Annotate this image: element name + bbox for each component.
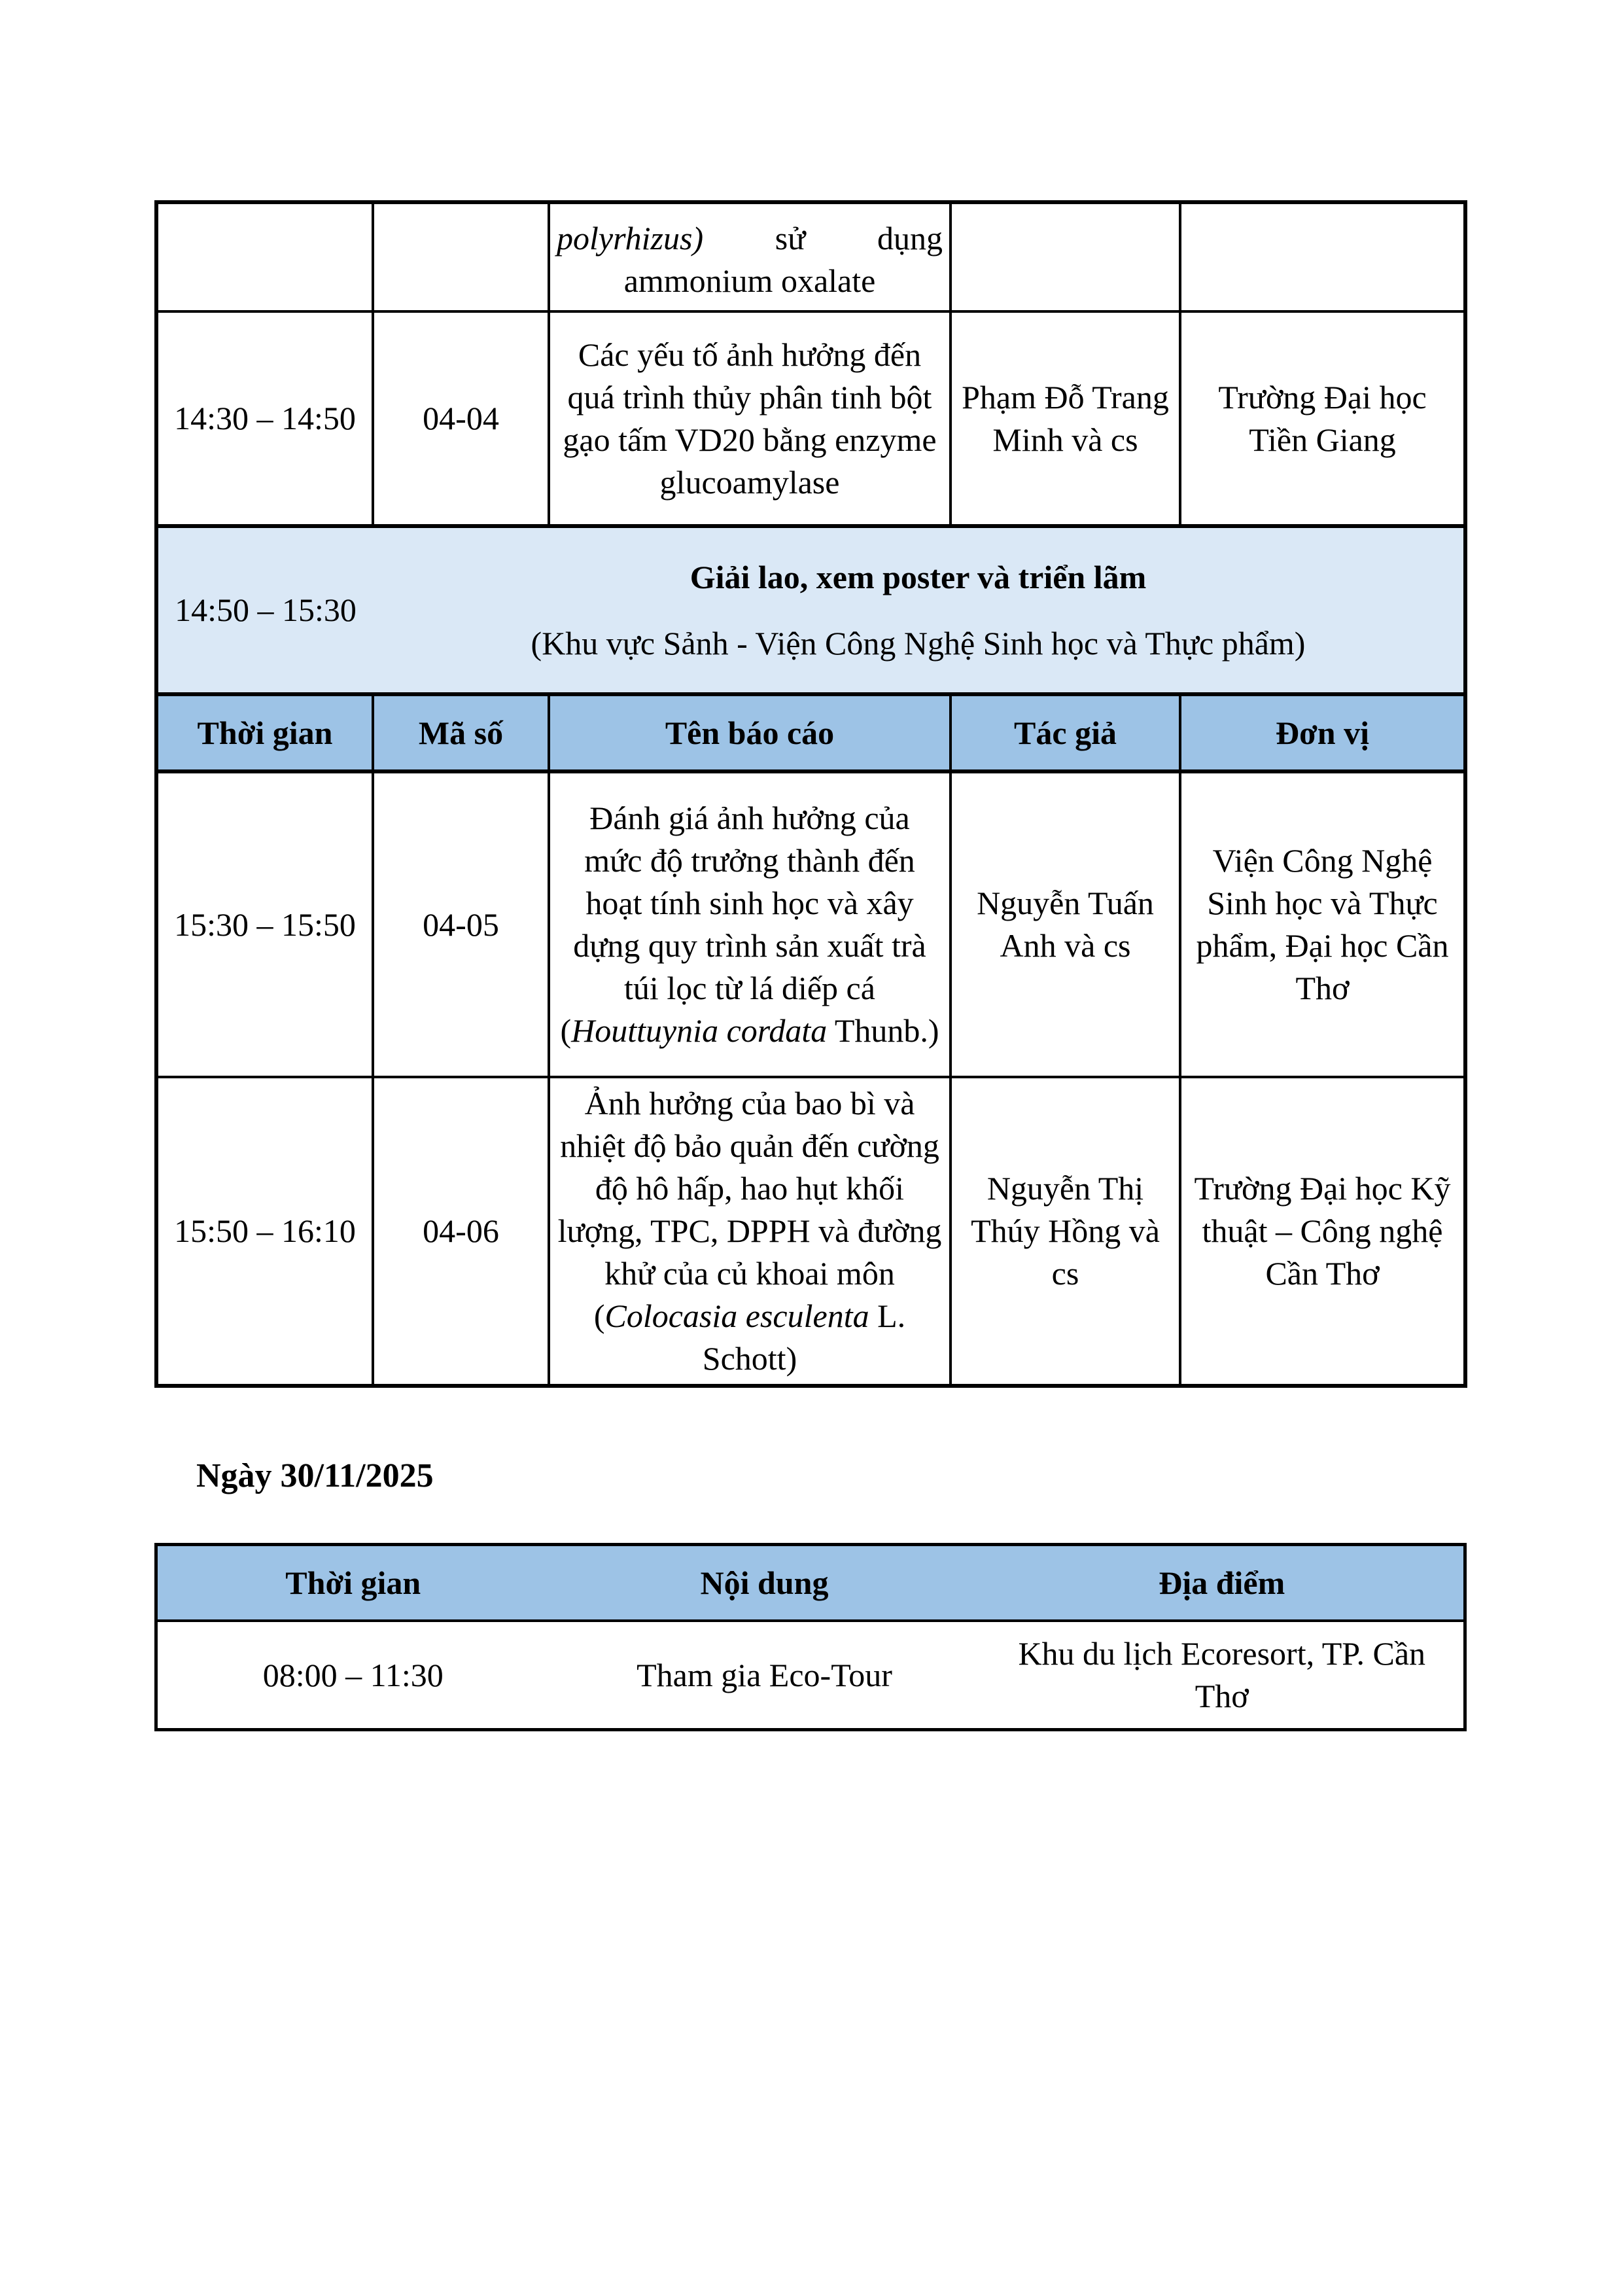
code-cell: 04-05	[373, 771, 549, 1077]
table-row-continuation	[156, 202, 1465, 311]
content-cell: Tham gia Eco-Tour	[637, 1656, 892, 1693]
author-cell	[951, 202, 1180, 311]
table-header-row	[156, 694, 1465, 771]
time-cell: 15:50 – 16:10	[156, 1077, 373, 1386]
header-cell-time: Thời gian	[156, 694, 373, 771]
unit-cell: Viện Công Nghệ Sinh học và Thực phẩm, Đại học Cần Thơ	[1180, 771, 1465, 1077]
table-header-row	[156, 1545, 1465, 1621]
title-cell	[549, 202, 951, 311]
time-cell: 15:30 – 15:50	[156, 771, 373, 1077]
break-location: (Khu vực Sảnh - Viện Công Nghệ Sinh học và Thực phẩm)	[531, 624, 1306, 662]
title-cell: Ảnh hưởng của bao bì và nhiệt độ bảo quản đến cường độ hô hấp, hao hụt khối lượng, TPC, DPPH và đường khử của củ khoai môn (Colocasia esculenta L. Schott)	[549, 1077, 951, 1386]
table-row-break	[156, 526, 1465, 694]
header-cell-author: Tác giả	[951, 694, 1180, 771]
author-cell: Nguyễn Tuấn Anh và cs	[951, 771, 1180, 1077]
table-row-04-04	[156, 311, 1465, 526]
session-table-day1	[154, 200, 1467, 1388]
author-cell: Phạm Đỗ Trang Minh và cs	[951, 311, 1180, 526]
unit-cell: Trường Đại học Kỹ thuật – Công nghệ Cần Thơ	[1180, 1077, 1465, 1386]
title-cell: Đánh giá ảnh hưởng của mức độ trưởng thành đến hoạt tính sinh học và xây dựng quy trình sản xuất trà túi lọc từ lá diếp cá (Houttuynia cordata Thunb.)	[549, 771, 951, 1077]
code-cell	[373, 202, 549, 311]
table-row-eco-tour	[156, 1621, 1465, 1730]
header-cell-time: Thời gian	[156, 1545, 549, 1621]
code-cell: 04-04	[373, 311, 549, 526]
time-cell: 14:30 – 14:50	[156, 311, 373, 526]
author-cell: Nguyễn Thị Thúy Hồng và cs	[951, 1077, 1180, 1386]
break-time-cell: 14:50 – 15:30	[156, 526, 373, 694]
table-row-04-05	[156, 771, 1465, 1077]
title-line-justified: polyrhizus) sử dụng	[557, 217, 943, 260]
break-title: Giải lao, xem poster và triển lãm	[689, 558, 1147, 595]
time-cell: 08:00 – 11:30	[262, 1656, 444, 1693]
header-cell-unit: Đơn vị	[1180, 694, 1465, 771]
time-cell	[156, 202, 373, 311]
break-info-cell	[373, 526, 1465, 694]
unit-cell	[1180, 202, 1465, 311]
species-name-italic: polyrhizus)	[557, 220, 704, 256]
code-cell: 04-06	[373, 1077, 549, 1386]
location-cell: Khu du lịch Ecoresort, TP. Cần Thơ	[1018, 1635, 1426, 1714]
table-row-04-06	[156, 1077, 1465, 1386]
unit-cell: Trường Đại học Tiền Giang	[1180, 311, 1465, 526]
title-line-2: ammonium oxalate	[623, 262, 876, 299]
title-cell: Các yếu tố ảnh hưởng đến quá trình thủy phân tinh bột gạo tấm VD20 bằng enzyme glucoamylase	[549, 311, 951, 526]
header-cell-location: Địa điểm	[981, 1545, 1465, 1621]
schedule-table-day2	[154, 1543, 1467, 1731]
day2-heading: Ngày 30/11/2025	[196, 1457, 434, 1494]
header-cell-title: Tên báo cáo	[549, 694, 951, 771]
header-cell-content: Nội dung	[549, 1545, 981, 1621]
header-cell-code: Mã số	[373, 694, 549, 771]
